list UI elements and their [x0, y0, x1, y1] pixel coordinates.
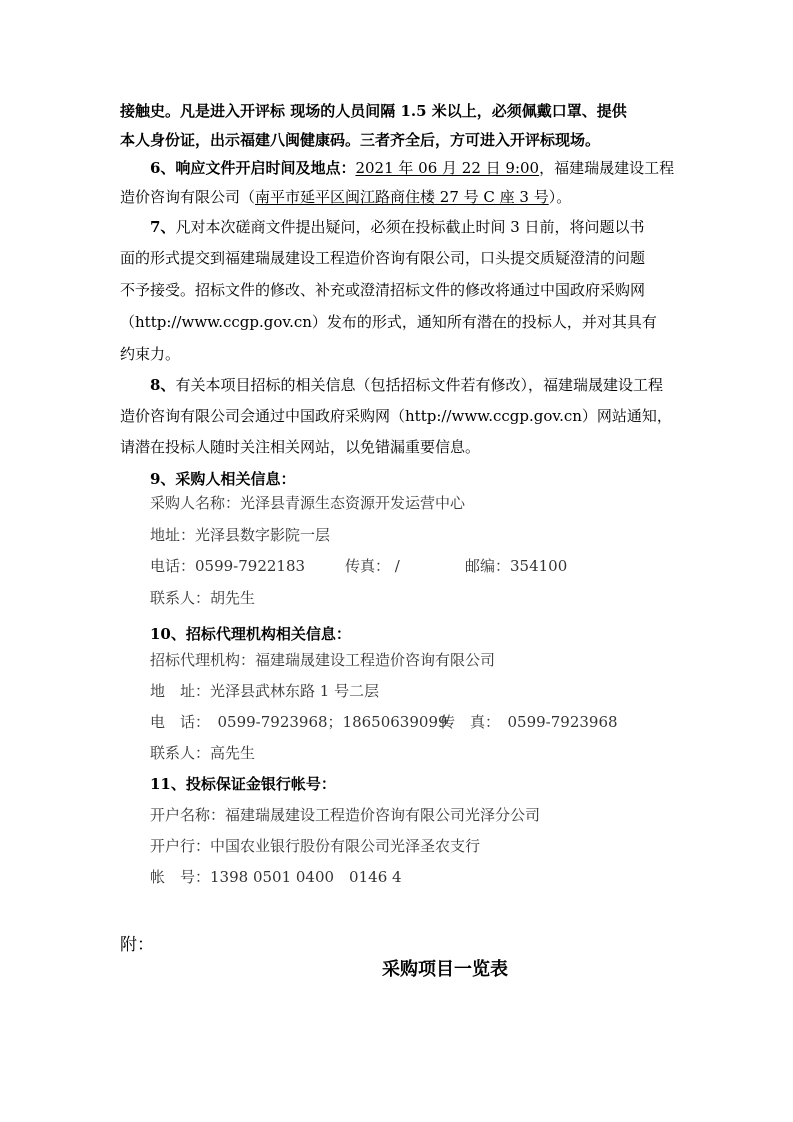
- item6-time: 2021 年 06 月 22 日 9:00: [355, 159, 540, 177]
- item10-heading: 10、招标代理机构相关信息：: [150, 625, 351, 643]
- agency-contact-row: [150, 712, 618, 732]
- agency-name: 招标代理机构：福建瑞晟建设工程造价咨询有限公司: [150, 651, 496, 669]
- item7-line-5: 约束力。: [120, 345, 181, 363]
- item6-sep: ，福建瑞晟建设工程: [539, 159, 675, 177]
- appendix-title: 采购项目一览表: [382, 959, 508, 980]
- agency-contact-person: 联系人：高先生: [150, 744, 256, 762]
- agency-address: 地 址：光泽县武林东路 1 号二层: [150, 682, 380, 700]
- purchaser-contact-row: [150, 556, 567, 576]
- purchaser-contact-person: 联系人：胡先生: [150, 589, 256, 607]
- item6-label: 6、响应文件开启时间及地点：: [150, 159, 356, 177]
- purchaser-fax: 传真： /: [345, 557, 400, 575]
- item7-label: 7、: [150, 218, 176, 236]
- item7-line-4: （http://www.ccgp.gov.cn）发布的形式，通知所有潜在的投标人，并对其具有: [120, 313, 657, 331]
- purchaser-name: 采购人名称：光泽县青源生态资源开发运营中心: [150, 494, 466, 512]
- item7-line-2: 面的形式提交到福建瑞晟建设工程造价咨询有限公司，口头提交质疑澄清的问题: [120, 249, 646, 267]
- item8-line-3: 请潜在投标人随时关注相关网站，以免错漏重要信息。: [120, 438, 481, 456]
- intro-line-1: 接触史。凡是进入开评标 现场的人员间隔 1.5 米以上，必须佩戴口罩、提供: [120, 102, 627, 120]
- item6-line-1: [150, 158, 674, 178]
- bank-name: 开户行：中国农业银行股份有限公司光泽圣农支行: [150, 837, 481, 855]
- item6-line2-post: ）。: [548, 188, 572, 206]
- appendix-label: 附：: [120, 935, 154, 955]
- item11-heading: 11、投标保证金银行帐号：: [150, 775, 336, 793]
- purchaser-zip: 邮编：354100: [465, 557, 568, 575]
- item7-line-1: [150, 217, 645, 237]
- bank-account-number: 帐 号：1398 0501 0400 0146 4: [150, 868, 402, 886]
- item8-line-2: 造价咨询有限公司会通过中国政府采购网（http://www.ccgp.gov.cn）网站通知，: [120, 407, 672, 425]
- item8-line-1: [150, 375, 663, 395]
- agency-phone: 电 话： 0599-7923968；18650639099: [150, 713, 448, 731]
- item7-text-1: 凡对本次磋商文件提出疑问，必须在投标截止时间 3 日前，将问题以书: [175, 218, 645, 236]
- intro-line-2: 本人身份证，出示福建八闽健康码。三者齐全后，方可进入开评标现场。: [120, 131, 601, 149]
- agency-fax: 传 真： 0599-7923968: [440, 713, 618, 731]
- purchaser-address: 地址：光泽县数字影院一层: [150, 526, 331, 544]
- item6-address: 南平市延平区闽江路商住楼 27 号 C 座 3 号: [255, 188, 549, 206]
- item9-heading: 9、采购人相关信息：: [150, 470, 296, 488]
- bank-account-name: 开户名称：福建瑞晟建设工程造价咨询有限公司光泽分公司: [150, 806, 541, 824]
- item6-line2-pre: 造价咨询有限公司（: [120, 188, 256, 206]
- item8-label: 8、: [150, 376, 176, 394]
- item6-line-2: [120, 187, 571, 207]
- purchaser-phone: 电话：0599-7922183: [150, 557, 306, 575]
- item7-line-3: 不予接受。招标文件的修改、补充或澄清招标文件的修改将通过中国政府采购网: [120, 281, 646, 299]
- item8-text-1: 有关本项目招标的相关信息（包括招标文件若有修改），福建瑞晟建设工程: [175, 376, 663, 394]
